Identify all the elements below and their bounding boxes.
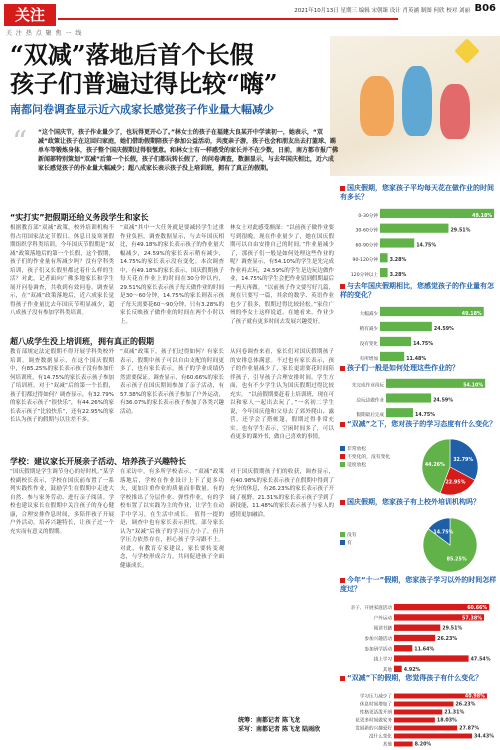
chart-free-time <box>338 602 500 674</box>
headline-line-2: 孩子们普遍过得比较“嗨” <box>10 69 278 98</box>
page-header <box>0 0 500 36</box>
page-number: B06 <box>474 3 496 14</box>
body-column <box>10 348 114 450</box>
bar <box>394 702 453 707</box>
bar-value-label: 27.87% <box>459 726 480 732</box>
bar <box>394 625 440 631</box>
bar <box>394 645 412 651</box>
bar-value-label: 14.75% <box>415 413 436 419</box>
bar <box>394 726 457 731</box>
bullet-square-icon <box>340 284 345 289</box>
body-paragraph: “国庆假期是学生调节身心的好时机。”某学校副校长表示，学校在国庆前布置了一系列实践性作业，鼓励学生在假期中走进大自然、参与家务劳动、进行亲子阅读。学校也建议家长在假期中关注孩子的身心健康，合理安排作息时间，多陪伴孩子开展户外活动，培养兴趣特长，让孩子过一个充实而有意义的假期。 <box>10 469 114 535</box>
legend-swatch <box>340 532 345 537</box>
bar <box>380 352 404 361</box>
body-column <box>120 224 224 330</box>
chart-homework-time <box>338 206 500 280</box>
bar <box>394 718 435 723</box>
pie-value-label: 44.26% <box>424 463 445 469</box>
body-column <box>230 348 334 450</box>
bullet-square-icon <box>340 578 345 583</box>
bullet-square-icon <box>340 186 345 191</box>
bar-category-label: 30-60分钟 <box>355 228 378 234</box>
bar-category-label: 发展新的兴趣爱好 <box>355 726 392 732</box>
pie-value-label: 22.95% <box>445 480 466 486</box>
headline <box>10 40 340 98</box>
bar-value-label: 3.28% <box>389 258 407 264</box>
lead-paragraph: “这个国庆节，孩子作业量少了，也玩得更开心了。”林女士的孩子在福建大良某开中学读初一，她表示，“双减”政策让孩子在这回归家庭，她们借助假期陪孩子参加公益活动，共度亲子游，孩子也会和朋友出去打篮球、踢单车等锻炼身体，孩子整个国庆假期过得很惬意。和林女士有一样感受的家长并不在少数，日前，南方都市报广佛新闻部特别策划“双减”后第一个长假，孩子们都玩转长假了，的问卷调查，数据显示，与去年国庆相比，近六成家长感觉孩子的作业量大幅减少；超八成家长表示孩子没上培训班，拥有了真正的假期。 <box>38 129 339 172</box>
chart-title-homework-handling: 孩子们一般是如何处理这些作业的？ <box>340 364 498 373</box>
pie-value-label: 32.79% <box>453 458 474 464</box>
bar-value-label: 60.66% <box>467 606 488 612</box>
bar-category-label: 稍有减少 <box>359 326 378 332</box>
bar-category-label: 90-120分钟 <box>352 258 378 264</box>
bar <box>394 666 402 672</box>
bar-value-label: 40.98% <box>464 694 485 700</box>
chart-homework-change <box>338 304 500 364</box>
bar-category-label: 先完成作业再玩 <box>351 383 384 389</box>
issue-meta: 2021年10月13日 星期三 编辑 宋朝臻 设计 肖英涵 制图 何欣 校对 刘丽 <box>294 8 470 14</box>
bar-value-label: 29.51% <box>442 626 463 632</box>
section-title-2: 超八成学生没上培训班，拥有真正的假期 <box>10 337 154 346</box>
survey-charts-panel <box>338 168 500 750</box>
bar-category-label: 大幅减少 <box>359 311 378 317</box>
quote-icon: “ <box>12 125 28 160</box>
bar-category-label: 户外运动 <box>373 616 392 622</box>
bullet-square-icon <box>340 422 345 427</box>
section-title-3: 学校：建议家长开展亲子活动、培养孩子兴趣特长 <box>10 457 186 466</box>
bar-category-label: 阅读书籍 <box>373 626 392 632</box>
bar-value-label: 49.18% <box>472 213 493 219</box>
bar-value-label: 57.38% <box>462 616 483 622</box>
bar-value-label: 11.48% <box>406 356 427 362</box>
body-paragraph: 值得一提的是，调查中也有家长表示担忧。部分家长认为“双减”后孩子的学习压力小了，但升学压力依然存在，担心孩子学习跟不上。对此，有教育专家建议，家长要转变观念，与学校形成合力，共同促进孩子全面健康成长。 <box>120 511 224 569</box>
bar-category-label: 没什么变化 <box>369 734 392 740</box>
section-title-1: “实打实”把假期还给义务段学生和家长 <box>10 213 149 222</box>
chart-title-homework-change: 与去年国庆假期相比，您感觉孩子的作业量有怎样的变化？ <box>340 282 494 299</box>
bar-category-label: 有所增加 <box>359 356 378 362</box>
bar <box>380 337 411 346</box>
bar-category-label: 60-90分钟 <box>355 243 378 249</box>
bar-value-label: 24.59% <box>433 398 454 404</box>
body-paragraph: 对于国庆假期孩子们的收获，调查显示，有40.98%的家长表示孩子在假期中得到了充分的休息，有26.23%的家长表示孩子开阔了视野，21.31%的家长表示孩子学到了新技能，11.48%的家长表示孩子与家人的感情更加融洽。 <box>230 469 334 518</box>
bar <box>394 710 442 715</box>
bar-value-label: 18.03% <box>436 718 457 724</box>
body-paragraph: 林女士对此感受颇深：“以前孩子做作业要写到很晚，现在作业量少了，她在国庆假期可以自由安排自己的时间。”作业量减少了，那孩子们一般是如何处理这些作业的呢？调查显示，有54.10%的学生是先完成作业再去玩，24.59%的学生是边玩边做作业，14.75%的学生会把作业留到假期最后一两天再做。 <box>230 225 334 291</box>
bar-value-label: 26.23% <box>437 636 458 642</box>
section-tag: 关注 <box>4 4 56 26</box>
legend-swatch <box>340 454 345 459</box>
bar <box>380 322 432 331</box>
hero-illustration <box>330 36 500 176</box>
body-column <box>120 348 224 450</box>
chart-training-pie <box>338 516 500 574</box>
bar-category-label: 没有变化 <box>359 341 378 347</box>
bar-value-label: 29.51% <box>450 228 471 234</box>
bar-value-label: 26.23% <box>455 702 476 708</box>
pie-value-label: 85.25% <box>446 557 467 563</box>
chart-homework-handling <box>338 376 500 420</box>
bar-category-label: 参加研学活动 <box>364 647 392 653</box>
legend-swatch <box>340 462 345 467</box>
section-subtitle: 关 注 热 点 聚 焦 一 线 <box>6 30 83 37</box>
chart-title-attitude: “双减”之下，您对孩子的学习态度有什么变化？ <box>340 420 498 429</box>
body-paragraph: “以前孩子作文要写好几篇，现在只要写一篇，其余的数学、英语作业也少了很多，假期过得比较轻松。”家住广州的李女士这样说道。在她看来，作业少了孩子就有更多时间去发展兴趣爱好。 <box>230 284 334 325</box>
body-paragraph: “双减”政策下，孩子们过得如何？有家长表示，假期中孩子可以自由支配的时间更多了，也有家长表示，孩子的学业成绩仍然需要保证。调查显示，有60.66%的家长表示孩子在国庆期间参加了亲子活动，有57.38%的家长表示孩子参加了户外运动，有36.07%的家长表示孩子参加了各类兴趣活动。 <box>120 349 224 415</box>
bar-value-label: 34.43% <box>474 734 495 740</box>
bar-value-label: 8.20% <box>414 742 432 748</box>
body-column <box>10 468 114 746</box>
legend-swatch <box>340 540 345 545</box>
byline-writer: 采写：南都记者 陈飞龙 陆雨欣 <box>238 726 321 733</box>
bar-value-label: 11.64% <box>414 647 435 653</box>
bullet-square-icon <box>340 676 345 681</box>
bar-value-label: 49.18% <box>461 311 482 317</box>
chart-attitude-pie <box>338 436 500 498</box>
bar-category-label: 休息时间增加了 <box>359 702 392 708</box>
bar-category-label: 边玩边做作业 <box>356 398 384 404</box>
chart-title-changes: “双减”下的假期，您觉得孩子有什么变化？ <box>340 674 498 683</box>
child-figure-illustration <box>440 84 470 139</box>
legend-swatch <box>340 446 345 451</box>
bar-category-label: 性格更活泼开朗 <box>359 710 392 716</box>
bullet-square-icon <box>340 366 345 371</box>
legend-label: 非常放松 <box>347 447 367 452</box>
bar-category-label: 亲子、开展家庭活动 <box>350 606 392 612</box>
body-paragraph: “双减”其中一大任务就是要减轻学生过重作业负担。调查数据显示，与去年国庆相比，有49.18%的家长表示孩子的作业量大幅减少，24.59%的家长表示稍有减少，14.75%的家长表示没有变化。本次调查中，有49.18%的家长表示，国庆假期孩子每天花在作业上的时间在30分钟以内，29.51%的家长表示孩子每天做作业的时间是30～60分钟，14.75%的家长则表示孩子每天需要花60～90分钟，只有3.28%的家长反映孩子做作业的时间在两个小时以上。 <box>120 225 224 325</box>
chart-changes <box>338 692 500 748</box>
bar <box>386 408 413 417</box>
bar <box>380 224 448 233</box>
section-divider <box>58 18 398 20</box>
body-paragraph: 根据教育部“双减”政策，校外培训机构不得占用国家法定节假日、休息日及寒暑假期组织学科类培训。今年国庆节假期是“双减”政策落地后的第一个长假，这个假期，孩子们的作业量有所减少吗？没有学科类培训，孩子们又长假里都过着什么样的生活？对此，记者面向广佛多地家长和学生展开问卷调查，共收到有效问卷。调查显示，在“双减”政策落地后，近六成家长觉得孩子作业量比去年国庆节明显减少，超八成孩子没有参加学科类培训。 <box>10 225 114 316</box>
child-figure-illustration <box>360 76 394 136</box>
chart-title-free-time: 今年“十一”假期，您家孩子学习以外的时间怎样度过？ <box>340 576 497 593</box>
bar-value-label: 21.31% <box>444 710 465 716</box>
bar-value-label: 14.75% <box>413 341 434 347</box>
child-figure-illustration <box>402 66 432 136</box>
kite-illustration <box>454 38 479 63</box>
bar <box>380 268 388 277</box>
body-column <box>230 224 334 330</box>
bar-category-label: 其他 <box>382 742 392 748</box>
bar-value-label: 4.92% <box>403 667 421 673</box>
bar-value-label: 54.10% <box>463 383 484 389</box>
headline-line-1: “双减”落地后首个长假 <box>10 40 254 69</box>
bar-category-label: 学习压力减少了 <box>359 694 392 700</box>
body-column <box>120 468 224 746</box>
bar-category-label: 其他 <box>382 667 392 673</box>
legend-label: 不变化的，没有变化 <box>347 455 391 460</box>
pie-value-label: 14.75% <box>433 530 454 536</box>
bar-category-label: 假期最后完成 <box>356 413 384 419</box>
legend-label: 有 <box>347 541 352 546</box>
bar-value-label: 14.75% <box>416 243 437 249</box>
bar-category-label: 0-30分钟 <box>358 213 378 219</box>
body-paragraph: 教育部规定法定假期不得开展学科类校外培训。调查数据显示，在这个国庆假期中，有85.25%的家长表示孩子没有参加任何培训班，有14.75%的家长表示孩子参加了培训班。对于“双减”后的第一个长假，孩子们都过得如何？调查显示，有32.79%的家长表示孩子“很快乐”，有44.26%的家长表示孩子“比较快乐”，还有22.95%的家长认为孩子的假期与以往差不多。 <box>10 349 114 423</box>
chart-title-training: 国庆假期，您家孩子有上校外培训机构吗？ <box>340 498 498 507</box>
chart-title-homework-time: 国庆假期，您家孩子平均每天花在做作业的时间有多长？ <box>340 184 494 201</box>
bar-category-label: 花更多时间做家务 <box>355 718 392 724</box>
bar <box>380 238 414 247</box>
byline <box>238 716 320 734</box>
body-paragraph: “以前假期要赶着上培训班，现在可以和家人一起出去玩了。”一名初二学生说，今年国庆他和父母去了郊外爬山、露营，还学会了搭帐篷，假期过得非常充实。也有学生表示，空闲时间多了，可以看更多的课外书，做自己喜欢的事情。 <box>230 391 334 440</box>
bar-value-label: 47.54% <box>470 657 491 663</box>
legend-label: 适度放松 <box>347 463 367 468</box>
body-column <box>10 224 114 330</box>
bar <box>386 393 431 402</box>
bar <box>380 253 388 262</box>
bullet-square-icon <box>340 500 345 505</box>
bar-value-label: 24.59% <box>433 326 454 332</box>
bar-category-label: 120分钟以上 <box>350 272 378 278</box>
legend-label: 没有 <box>347 533 357 538</box>
bar-value-label: 3.28% <box>389 272 407 278</box>
subheadline: 南都问卷调查显示近六成家长感觉孩子作业量大幅减少 <box>10 103 274 116</box>
byline-editor: 统筹：南都记者 陈飞龙 <box>238 717 301 724</box>
bar <box>394 742 413 747</box>
bar <box>394 734 472 739</box>
bar <box>394 635 435 641</box>
bar-category-label: 线上学习 <box>373 657 392 663</box>
body-paragraph: 从问卷调查来看，家长们对国庆假期孩子的安排总体满意。不过也有家长表示，孩子的作业量减少了，家长更需要花时间陪伴孩子，引导孩子合理安排时间。学生方面，也有不少学生认为国庆假期过得比较充实。 <box>230 349 334 398</box>
bar <box>394 655 469 661</box>
body-column <box>230 468 334 712</box>
body-paragraph: 在采访中，有多所学校表示，“双减”政策落地后，学校在作业设计上下了更多功夫，更加注重作业的质量而非数量。有的学校推出了分层作业、弹性作业，有的学校布置了以实践为主的作业，让学生在动手中学习，在生活中成长。 <box>120 469 224 518</box>
bar-category-label: 参加兴趣活动 <box>364 636 392 642</box>
